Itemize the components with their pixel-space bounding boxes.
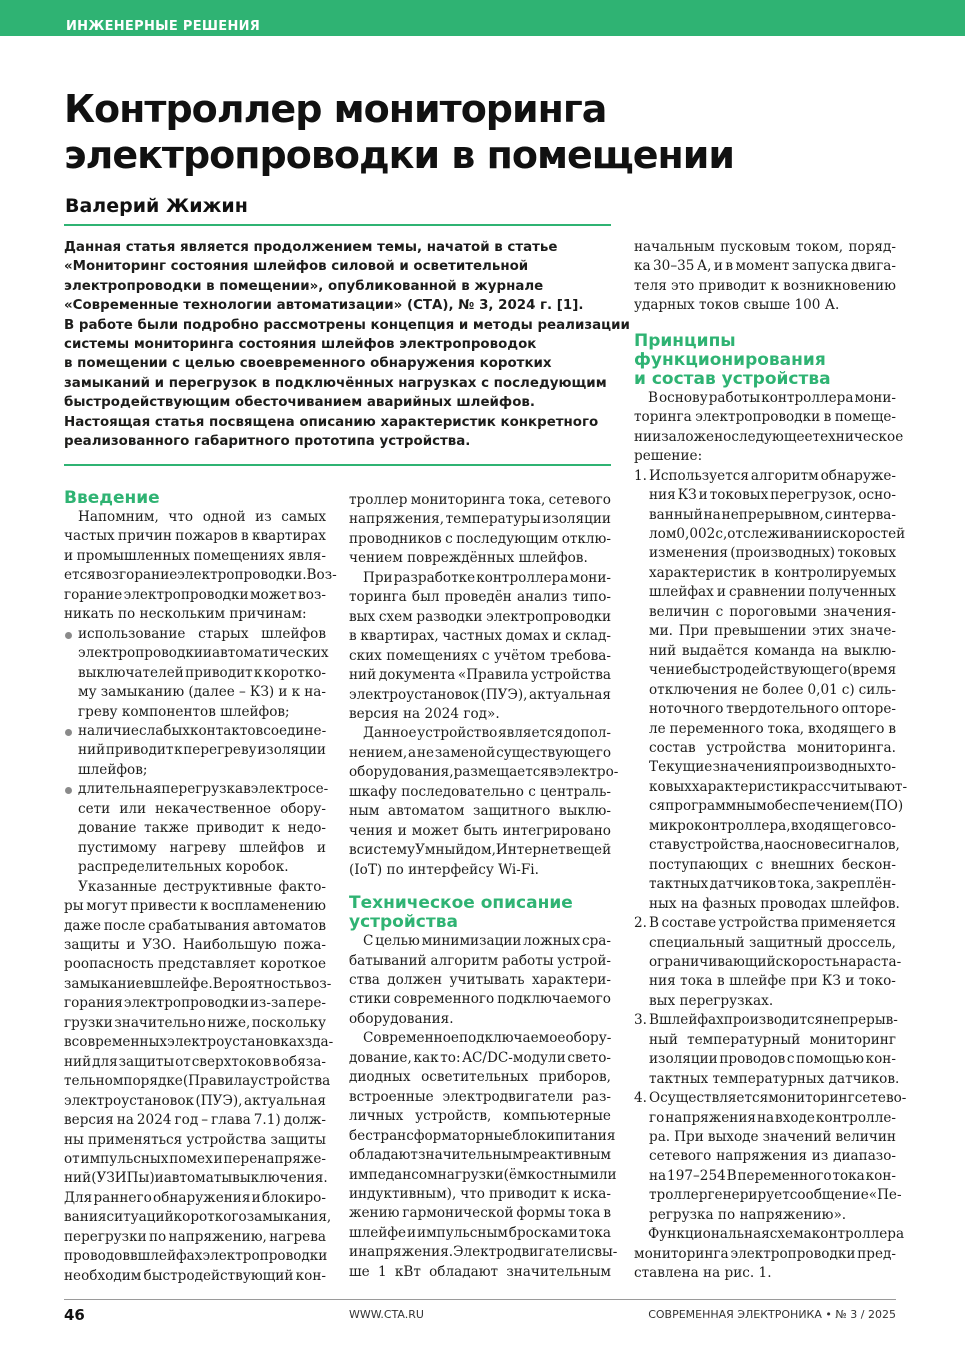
text-line: Напомним, что одной из самых	[78, 509, 326, 525]
text-line: шлейфов;	[78, 761, 148, 778]
text-line: батываний алгоритм работы устрой-	[349, 952, 611, 969]
text-line: пустимому нагреву шлейфов и	[78, 839, 326, 856]
item-number: 2.	[634, 915, 647, 932]
lead-line: электропроводки в помещении», опубликованной в журнале	[64, 278, 544, 294]
text-line: ния тока в шлейфе при КЗ и токо-	[649, 973, 896, 990]
text-line: ний документа «Правила устройства	[349, 667, 611, 684]
numbered-item	[634, 467, 896, 486]
text-line: тельном порядке (Правила устройства	[64, 1073, 331, 1090]
text-line: индуктивным), что приводит к иска-	[349, 1185, 611, 1202]
text-line: ний выдаётся команда на выклю-	[649, 642, 896, 659]
text-line: ковых характеристик рассчитывают-	[649, 778, 908, 795]
lead-line: «Современные технологии автоматизации» (СТА), № 3, 2024 г. [1].	[64, 298, 584, 314]
bullet-item: наличие слабых контактов соедине-	[64, 722, 326, 741]
text-line: ным автоматом защитного выклю-	[349, 803, 611, 820]
text-line: и промышленных помещениях явля-	[64, 547, 326, 564]
text-line: Для раннего обнаружения и блокиро-	[64, 1189, 326, 1206]
text-line: решение:	[634, 448, 703, 465]
text-line: чение быстродействующего (время	[649, 662, 897, 679]
text-line: нением, а не заменой существующего	[349, 744, 611, 761]
text-line: бестрансформаторные блоки питания	[349, 1127, 616, 1144]
section-heading-introduction: Введение	[64, 488, 160, 508]
section-heading-technical-description-cont: устройства	[349, 912, 458, 933]
text-line: состав устройства мониторинга.	[649, 739, 896, 756]
text-line: распределительных коробок.	[78, 859, 289, 876]
lead-paragraph	[64, 238, 630, 451]
heading-spacer	[349, 880, 611, 894]
text-line: вых перегрузках.	[649, 992, 774, 1009]
text-line: выключателей приводит к коротко-	[78, 664, 326, 681]
text-line: ра. При выходе значений величин	[649, 1129, 896, 1146]
text-line: сетевого напряжения из диапазо-	[649, 1148, 896, 1165]
text-line: перегрузки по напряжению, нагрева	[64, 1228, 326, 1245]
text-line: теля это приводит к возникновению	[634, 277, 896, 294]
text-line: ле переменного тока, входящего в	[649, 720, 896, 737]
text-line: тактных датчиков тока, закреплён-	[649, 876, 896, 893]
text-line: став устройства, на основе сигналов,	[649, 837, 900, 854]
lead-line: системы мониторинга состояния шлейфов электропроводок	[64, 337, 537, 353]
lead-line: Настоящая статья посвящена описанию характеристик конкретного	[64, 414, 599, 430]
text-line: вания ситуаций короткого замыкания,	[64, 1209, 332, 1226]
text-line: ны применяться устройства защиты	[64, 1131, 326, 1148]
text-line: торинга электропроводки в помеще-	[634, 409, 896, 426]
lead-bottom-rule	[64, 464, 611, 466]
text-line: изменения (производных) токовых	[649, 545, 896, 562]
text-line: торинга был проведён анализ типо-	[349, 589, 611, 606]
text-line: характеристик в контролируемых	[649, 564, 896, 581]
text-line: начальным пусковым током, поряд-	[634, 239, 896, 255]
text-line: электропроводки и автоматических	[78, 645, 329, 662]
text-line: отключения не более 0,01 с) силь-	[649, 681, 896, 698]
text-line: ских помещениях с учётом требова-	[349, 647, 611, 664]
text-line: В шлейфах производится непрерыв-	[649, 1012, 898, 1029]
text-line: жению гармонической формы тока в	[349, 1205, 611, 1222]
text-line: шкафу последовательно с централь-	[349, 783, 611, 800]
footer-rule	[64, 1299, 896, 1300]
magazine-issue: СОВРЕМЕННАЯ ЭЛЕКТРОНИКА • № 3 / 2025	[648, 1308, 896, 1321]
text-line: ударных токов свыше 100 А.	[634, 297, 840, 314]
text-line: ше 1 кВт обладают значительным	[349, 1263, 611, 1280]
section-heading-principles-cont: и состав устройства	[634, 368, 831, 389]
text-line: тактных температурных датчиков.	[649, 1070, 900, 1087]
section-heading-principles-cont: функционирования	[634, 349, 826, 370]
text-line: Указанные деструктивные факто-	[78, 878, 326, 895]
text-line: изоляции проводов с помощью кон-	[649, 1051, 896, 1068]
text-line: специальный защитный дроссель,	[649, 934, 896, 951]
author-name: Валерий Жижин	[65, 195, 248, 217]
text-line: Функциональная схема контроллера	[648, 1226, 905, 1243]
section-heading-principles: Принципы	[634, 330, 736, 351]
text-line: В составе устройства применяется	[649, 915, 896, 932]
text-line: проводников с последующим отклю-	[349, 530, 611, 547]
text-line: проводов в шлейфах электропроводки	[64, 1248, 328, 1265]
text-line: троллер генерирует сообщение «Пе-	[649, 1187, 902, 1204]
text-line: оборудования.	[349, 1010, 454, 1027]
numbered-item	[634, 1011, 896, 1030]
text-line: нии заложено следующее техническое	[634, 428, 904, 445]
text-line: от импульсных помех и перенапряже-	[64, 1150, 326, 1167]
text-line: троллер мониторинга тока, сетевого	[349, 492, 611, 508]
text-line: ных на фазных проводах шлейфов.	[649, 895, 900, 912]
text-line: ми. При превышении этих значе-	[649, 623, 896, 640]
column-3	[634, 238, 908, 1284]
text-line: При разработке контроллера мони-	[363, 569, 611, 586]
lead-line: «Мониторинг состояния шлейфов силовой и осветительной	[64, 259, 529, 275]
text-line: диодных осветительных приборов,	[349, 1069, 611, 1086]
text-line: напряжения, температуры изоляции	[349, 511, 611, 528]
numbered-item	[634, 914, 896, 933]
text-line: С целью минимизации ложных сра-	[363, 933, 611, 950]
text-line: величин с пороговыми значения-	[649, 603, 896, 620]
text-line: частых причин пожаров в квартирах	[64, 528, 326, 545]
bullet-item: длительная перегрузка в электросе-	[64, 780, 326, 799]
text-line: обладают значительным реактивным	[349, 1147, 611, 1164]
text-line: Текущие значения производных то-	[649, 759, 896, 776]
text-line: никать по нескольким причинам:	[64, 606, 307, 623]
lead-line: быстродействующим обесточиванием аварийных шлейфов.	[64, 395, 535, 411]
text-line: ния КЗ и токовых перегрузок, осно-	[649, 487, 896, 504]
bullet-item: использование старых шлейфов	[64, 625, 326, 644]
lead-line: реализованного габаритного прототипа устройства.	[64, 434, 471, 450]
text-line: оборудования, размещается в электро-	[349, 764, 619, 781]
lead-line: в помещении с целью своевременного обнаружения коротких	[64, 356, 552, 372]
text-line: ства должен учитывать характери-	[349, 971, 611, 988]
item-number: 3.	[634, 1012, 647, 1029]
text-line: в систему Умный дом, Интернет вещей	[349, 842, 612, 859]
text-line: Данное устройство является допол-	[363, 725, 611, 742]
text-line: ся программным обеспечением (ПО)	[649, 798, 904, 815]
text-line: ный температурный мониторинг	[649, 1031, 896, 1048]
page-number: 46	[64, 1306, 85, 1324]
heading-spacer	[634, 316, 896, 332]
text-line: Современное подключаемое обору-	[363, 1030, 612, 1047]
text-line: дование также приводит к недо-	[78, 820, 326, 837]
text-line: шлейфе и импульсным бросками тока	[349, 1224, 611, 1241]
text-line: импедансом нагрузки (ёмкостным или	[349, 1166, 617, 1183]
text-line: личных устройств, компьютерные	[349, 1108, 611, 1125]
article-title	[64, 86, 914, 178]
text-line: чением повреждённых шлейфов.	[349, 550, 588, 567]
text-line: роопасность представляет короткое	[64, 956, 326, 973]
numbered-item	[634, 1089, 907, 1108]
section-header-bar	[0, 0, 965, 36]
text-line: электроустановок (ПУЭ), актуальная	[64, 1092, 326, 1109]
text-line: даже после срабатывания автоматов	[64, 917, 326, 934]
text-line: и напряжения. Электродвигатели свы-	[349, 1244, 618, 1261]
text-line: микроконтроллера, входящего в со-	[649, 817, 896, 834]
text-line: греву компонентов шлейфов;	[78, 703, 290, 720]
section-label: ИНЖЕНЕРНЫЕ РЕШЕНИЯ	[66, 19, 261, 34]
text-line: поступающих с внешних бескон-	[649, 856, 896, 873]
text-line: мониторинга электропроводки пред-	[634, 1245, 896, 1262]
text-line: грузки значительно ниже, поскольку	[64, 1014, 326, 1031]
text-line: му замыканию (далее – КЗ) и к на-	[78, 684, 326, 701]
lead-line: В работе были подробно рассмотрены концепция и методы реализации	[64, 317, 630, 333]
text-line: лом 0,002 с, отслеживании скоростей	[649, 525, 906, 542]
text-line: в квартирах, частных домах и склад-	[349, 628, 611, 645]
text-line: встроенные электродвигатели раз-	[349, 1088, 611, 1105]
text-line: сети или некачественное обору-	[78, 800, 326, 817]
text-line: регрузка по напряжению».	[649, 1206, 847, 1223]
text-line: ограничивающий скорость нараста-	[649, 953, 902, 970]
text-line: ний приводит к перегреву изоляции	[78, 742, 326, 759]
item-number: 4.	[634, 1090, 647, 1107]
lead-line: замыканий и перегрузок в подключённых нагрузках с последующим	[64, 375, 607, 391]
website-link[interactable]: WWW.CTA.RU	[349, 1308, 424, 1321]
text-line: горание электропроводки может воз-	[64, 586, 326, 603]
text-line: ний (УЗИПы) и автоматы выключения.	[64, 1170, 328, 1187]
text-line: в современных электроустановках зда-	[64, 1034, 334, 1051]
text-line: ка 30–35 А, и в момент запуска двига-	[634, 258, 896, 275]
column-1	[64, 488, 337, 1286]
text-line: защиты и УЗО. Наибольшую пожа-	[64, 936, 326, 953]
item-number: 1.	[634, 467, 647, 484]
text-line: ноточного твердотельного опторе-	[649, 701, 896, 718]
text-line: ванный на непрерывном, с интерва-	[649, 506, 896, 523]
text-line: Используется алгоритм обнаруже-	[649, 467, 896, 484]
text-line: версия на 2024 год».	[349, 705, 500, 722]
text-line: дование, как то: AC/DC-модули свето-	[349, 1049, 611, 1066]
text-line: ется возгорание электропроводки. Воз-	[64, 567, 337, 584]
text-line: версия на 2024 год – глава 7.1) долж-	[64, 1112, 326, 1129]
title-line: электропроводки в помещении	[64, 133, 735, 177]
lead-line: Данная статья является продолжением темы, начатой в статье	[64, 240, 558, 255]
text-line: В основу работы контроллера мони-	[648, 389, 896, 406]
lead-top-rule	[64, 224, 611, 226]
text-line: шлейфах и сравнении полученных	[649, 584, 896, 601]
text-line: ний для защиты от сверхтоков в обяза-	[64, 1053, 326, 1070]
text-line: го напряжения на входе контролле-	[649, 1109, 896, 1126]
text-line: Осуществляется мониторинг сетево-	[649, 1090, 907, 1107]
section-heading-technical-description: Техническое описание	[349, 893, 573, 914]
text-line: необходим быстродействующий кон-	[64, 1267, 326, 1284]
text-line: (IoT) по интерфейсу Wi-Fi.	[349, 861, 539, 878]
text-line: ры могут привести к воспламенению	[64, 898, 326, 915]
text-line: вых схем разводки электропроводки	[349, 608, 611, 625]
text-line: электроустановок (ПУЭ), актуальная	[349, 686, 611, 703]
text-line: ставлена на рис. 1.	[634, 1265, 772, 1282]
text-line: замыкание в шлейфе. Вероятность воз-	[64, 975, 332, 992]
column-2	[349, 491, 619, 1282]
text-line: чения и может быть интегрировано	[349, 822, 611, 839]
text-line: горания электропроводки из-за пере-	[64, 995, 326, 1012]
title-line: Контроллер мониторинга	[64, 87, 607, 131]
text-line: на 197–254 В переменного тока кон-	[649, 1167, 896, 1184]
text-line: стики современного подключаемого	[349, 991, 611, 1008]
